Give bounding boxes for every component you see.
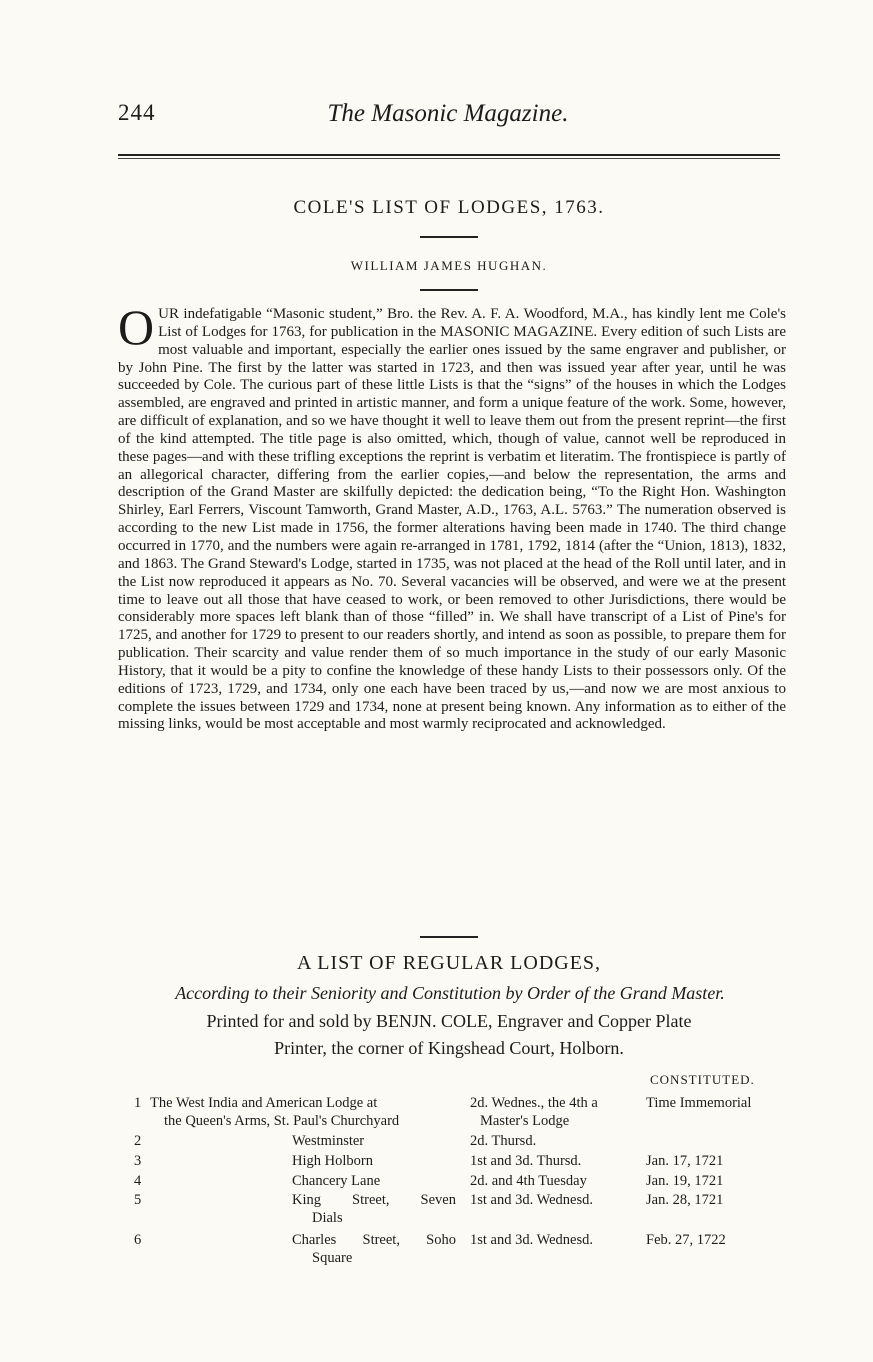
lodge-meeting-day: 1st and 3d. Wednesd. xyxy=(470,1192,594,1208)
lodge-number: 3 xyxy=(134,1153,142,1169)
lodge-meeting-day: 2d. Thursd. xyxy=(470,1133,537,1149)
imprint-line-2: Printer, the corner of Kingshead Court, Holborn. xyxy=(274,1038,624,1058)
lodge-place: Westminster xyxy=(292,1133,365,1149)
lodge-row-3 xyxy=(134,1152,794,1170)
article-body xyxy=(118,299,786,734)
imprint-line-1: Printed for and sold by BENJN. COLE, Engraver and Copper Plate xyxy=(206,1011,692,1031)
lodge-constituted-date: Jan. 19, 1721 xyxy=(646,1173,724,1189)
drop-cap: O xyxy=(118,299,155,355)
author-divider xyxy=(420,289,478,291)
page-number: 244 xyxy=(118,100,156,125)
lodge-place: King Street, Seven xyxy=(292,1192,456,1208)
article-author: WILLIAM JAMES HUGHAN. xyxy=(350,258,548,273)
lodge-row-6 xyxy=(134,1231,794,1269)
list-title: A LIST OF REGULAR LODGES, xyxy=(296,952,602,974)
lodge-row-2 xyxy=(134,1132,794,1150)
header-rule xyxy=(118,154,780,156)
lodge-number: 4 xyxy=(134,1173,142,1189)
lodge-meeting-day: 1st and 3d. Wednesd. xyxy=(470,1232,594,1248)
lodge-place: High Holborn xyxy=(292,1153,373,1169)
lodge-constituted-date: Jan. 28, 1721 xyxy=(646,1192,724,1208)
lodge-number: 1 xyxy=(134,1095,142,1111)
lodge-place-cont: the Queen's Arms, St. Paul's Churchyard xyxy=(164,1113,400,1129)
lodge-meeting-day: 2d. Wednes., the 4th a xyxy=(470,1095,598,1111)
lodge-number: 6 xyxy=(134,1232,142,1248)
section-divider xyxy=(420,936,478,938)
lodge-constituted-date: Jan. 17, 1721 xyxy=(646,1153,724,1169)
lodge-meeting-day-cont: Master's Lodge xyxy=(480,1113,570,1129)
lodge-constituted-date: Feb. 27, 1722 xyxy=(646,1232,726,1248)
lodge-row-4 xyxy=(134,1172,794,1190)
lodge-row-1 xyxy=(134,1094,794,1134)
lodge-row-5 xyxy=(134,1191,794,1229)
lodge-place-cont: Dials xyxy=(312,1210,343,1226)
lodge-place: Charles Street, Soho xyxy=(292,1232,456,1248)
article-body-text: UR indefatigable “Masonic student,” Bro. the Rev. A. F. A. Woodford, M.A., has kindly lent me Cole's List of Lodges for 1763, for publication in the MASONIC MAGAZINE. Every edition of such Lists are most valuable and important, especially the earlier ones issued by the same engraver and publisher, or by John Pine. The first by the latter was started in 1723, and then was issued year after year, until he was succeeded by Cole. The curious part of these little Lists is that the “signs” of the houses in which the Lodges assembled, are engraved and printed in artistic manner, and form a unique feature of the work. Some, however, are difficult of explanation, and so we have thought it well to leave them out from the present reprint—the first of the kind attempted. The title page is also omitted, which, though of value, cannot well be reproduced in these pages—and with these trifling exceptions the reprint is verbatim et literatim. The frontispiece is partly of an allegorical character, differing from the earlier copies,—and below the representation, the arms and description of the Grand Master are skilfully depicted: the dedication being, “To the Right Hon. Washington Shirley, Earl Ferrers, Viscount Tamworth, Grand Master, A.D., 1763, A.L. 5763.” The numeration observed is according to the new List made in 1756, the former alterations having been made in 1740. The third change occurred in 1770, and the numbers were again re-arranged in 1781, 1792, 1814 (after the “Union, 1813), 1832, and 1863. The Grand Steward's Lodge, started in 1735, was not placed at the head of the Roll until later, and in the List now reproduced it appears as No. 70. Several vacancies will be observed, and were we at the present time to leave out all those that have ceased to work, or been removed to other Jurisdictions, there would be considerably more spaces left blank than of those “filled” in. We shall have transcript of a List of Pine's for 1725, and another for 1729 to present to our readers shortly, and intend as soon as possible, to prepare them for publication. Their scarcity and value render them of so much importance in the study of our early Masonic History, that it would be a pity to confine the knowledge of these handy Lists to their possessors only. Of the editions of 1723, 1729, and 1734, only one each have been traced by us,—and now we are most anxious to complete the issues between 1729 and 1734, none at present being known. Any information as to either of the missing links, would be most acceptable and most warmly reciprocated and acknowledged. xyxy=(118,306,786,733)
lodge-constituted-date: Time Immemorial xyxy=(646,1095,752,1111)
running-title: The Masonic Magazine. xyxy=(327,100,569,127)
lodge-number: 5 xyxy=(134,1192,142,1208)
lodge-place-cont: Square xyxy=(312,1250,353,1266)
lodge-place: Chancery Lane xyxy=(292,1173,381,1189)
list-subtitle: According to their Seniority and Constitution by Order of the Grand Master. xyxy=(175,983,725,1003)
lodge-meeting-day: 1st and 3d. Thursd. xyxy=(470,1153,582,1169)
title-divider xyxy=(420,236,478,238)
lodge-meeting-day: 2d. and 4th Tuesday xyxy=(470,1173,587,1189)
lodge-number: 2 xyxy=(134,1133,142,1149)
header-rule-thin xyxy=(118,158,780,159)
page-header xyxy=(118,100,778,140)
lodge-place: The West India and American Lodge at xyxy=(150,1095,378,1111)
constituted-column-header: CONSTITUTED. xyxy=(650,1072,755,1087)
article-title: COLE'S LIST OF LODGES, 1763. xyxy=(293,197,605,218)
